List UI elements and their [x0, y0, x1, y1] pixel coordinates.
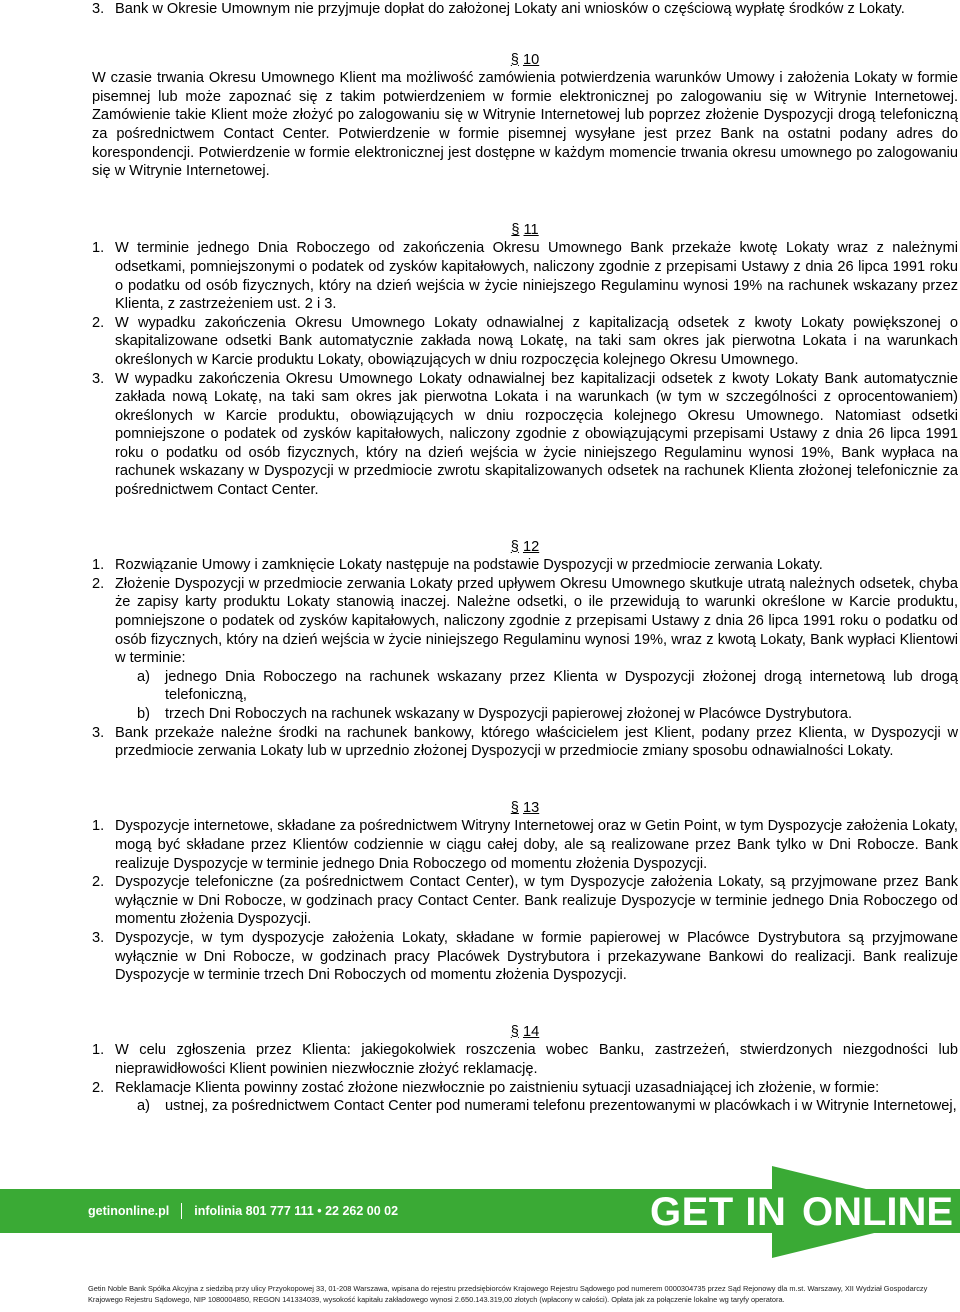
sub-item: [137, 705, 958, 724]
list-item: [92, 556, 958, 575]
list-item: [92, 575, 958, 668]
section-number: 10: [522, 51, 540, 68]
item-number: 2.: [92, 314, 105, 331]
sub-item-text: trzech Dni Roboczych na rachunek wskazany w Dyspozycji papierowej złożonej w Placówce Dystrybutora.: [165, 706, 853, 722]
sub-item-letter: a): [137, 668, 150, 685]
section-number: 14: [522, 1023, 540, 1040]
sub-item-text: ustnej, za pośrednictwem Contact Center pod numerami telefonu prezentowanymi w placówkach i w Witrynie Internetowej,: [165, 1098, 957, 1115]
item-number: 1.: [92, 240, 105, 257]
item-text: W terminie jednego Dnia Roboczego od zakończenia Okresu Umownego Bank przekaże kwotę Lokaty wraz z należnymi odsetkami, pomniejszonymi o podatek od zysków kapitałowych, naliczony zgodnie z przepisami Ustawy z dnia 26 lipca 1991 roku o podatku od osób fizycznych, który na dzień wejścia w życie niniejszego Regulaminu wynosi 19% na rachunek wskazany przez Klienta, z zastrzeżeniem ust. 2 i 3.: [115, 240, 958, 313]
item-number: 2.: [92, 874, 105, 891]
legal-notice: Getin Noble Bank Spółka Akcyjna z siedzibą przy ulicy Przyokopowej 33, 01-208 Warszawa, wpisana do rejestru przedsiębiorców Krajowego Rejestru Sądowego pod numerem 0000304735 przez Sąd Rejonowy dla m.st. Warszawy, XII Wydział Gospodarczy Krajowego Rejestru Sądowego, NIP 1080004850, REGON 141334039, wysokość kapitału zakładowego wynosi 2.650.143.319,00 złotych (wpłacony w całości). Opłata jak za połączenie lokalne wg taryfy operatora.: [88, 1284, 928, 1304]
item-text: W wypadku zakończenia Okresu Umownego Lokaty odnawialnej bez kapitalizacji odsetek z kwoty Lokaty Bank automatycznie zakłada nową Lokatę, na taki sam okres jak pierwotna Lokata i na warunkach (w tym w szczególności z oprocentowaniem) określonych w Karcie produktu, obowiązujących w dniu rozpoczęcia kolejnego Okresu Umownego. Natomiast odsetki pomniejszone o podatek od zysków kapitałowych, naliczony zgodnie z obowiązującymi przepisami Ustawy z dnia 26 lipca 1991 roku o podatku od osób fizycznych, który na dzień wejścia w życie niniejszego Regulaminu wynosi 19%, Bank wypłaca na rachunek wskazany w Dyspozycji w przedmiocie zwrotu skapitalizowanych odsetek na rachunek Klienta złożonej telefonicznie za pośrednictwem Contact Center.: [115, 370, 958, 499]
section-heading-11: [92, 221, 958, 240]
list-item: [92, 314, 958, 370]
footer-contact: [88, 1203, 398, 1219]
section-number: 12: [522, 538, 540, 555]
item-text: Bank przekaże należne środki na rachunek bankowy, którego właścicielem jest Klient, podany przez Klienta, w Dyspozycji w przedmiocie zerwania Lokaty lub w uprzednio złożonej Dyspozycji w przedmiocie zmiany sposobu odnawialności Lokaty.: [115, 724, 958, 760]
list-item: [92, 0, 958, 19]
hotline-text: infolinia 801 777 111 • 22 262 00 02: [194, 1204, 399, 1218]
section-symbol: §: [510, 799, 519, 816]
item-number: 1.: [92, 557, 105, 574]
item-text: Dyspozycje telefoniczne (za pośrednictwem Contact Center), w tym Dyspozycje założenia Lokaty, są przyjmowane przez Bank wyłącznie w Dni Robocze, w godzinach pracy Contact Center. Bank realizuje Dyspozycje w terminie jednego Dnia Roboczego od momentu złożenia Dyspozycji.: [115, 874, 958, 928]
item-text: W wypadku zakończenia Okresu Umownego Lokaty odnawialnej z kapitalizacją odsetek z kwoty Lokaty powiększonej o skapitalizowane odsetki Bank automatycznie zakłada nową Lokatę, na taki sam okres jak pierwotna Lokata i na warunkach określonych w Karcie produktu Lokaty, obowiązujących w dniu rozpoczęcia kolejnego Okresu Umownego.: [115, 314, 958, 368]
item-number: 2.: [92, 1079, 105, 1096]
sub-item: [137, 1097, 958, 1116]
sub-item-letter: b): [137, 706, 150, 722]
list-item: [92, 724, 958, 761]
section-symbol: §: [510, 51, 519, 68]
website-link[interactable]: getinonline.pl: [88, 1204, 170, 1218]
item-text: Dyspozycje, w tym dyspozycje założenia Lokaty, składane w formie papierowej w Placówce Dystrybutora są przyjmowane wyłącznie w Dni Robocze, w godzinach pracy Placówek Dystrybutora i przekazywane Bankowi do realizacji. Bank realizuje Dyspozycje w terminie trzech Dni Roboczych od momentu złożenia Dyspozycji.: [115, 929, 958, 984]
item-text: W celu zgłoszenia przez Klienta: jakiegokolwiek roszczenia wobec Banku, zastrzeżeń, stwierdzonych niezgodności lub nieprawidłowości Klient powinien niezwłocznie złożyć reklamację.: [115, 1042, 958, 1077]
sub-item: [137, 668, 958, 705]
list-item: [92, 239, 958, 313]
item-number: 2.: [92, 575, 105, 592]
item-number: 1.: [92, 1042, 105, 1059]
list-item: [92, 1041, 958, 1078]
section-heading-14: [92, 1023, 958, 1042]
list-item: [92, 817, 958, 873]
item-text: Reklamacje Klienta powinny zostać złożone niezwłocznie po zaistnieniu sytuacji uzasadniającej ich złożenie, w formie:: [115, 1079, 880, 1096]
list-item: [92, 929, 958, 985]
regulation-text: [92, 0, 958, 1116]
item-text: Dyspozycje internetowe, składane za pośrednictwem Witryny Internetowej oraz w Getin Point, w tym Dyspozycje założenia Lokaty, mogą być składane przez Klientów codziennie w ciągu całej doby, ale są realizowane przez Bank tylko w Dni Robocze. Bank realizuje Dyspozycje w terminie jednego Dnia Roboczego od momentu złożenia Dyspozycji.: [115, 818, 958, 872]
brand-logo-left: GET IN: [650, 1190, 787, 1234]
section-number: 11: [523, 221, 539, 238]
item-text: Bank w Okresie Umownym nie przyjmuje dopłat do założonej Lokaty ani wniosków o częściową wypłatę środków z Lokaty.: [115, 1, 905, 17]
item-text: Złożenie Dyspozycji w przedmiocie zerwania Lokaty przed upływem Okresu Umownego skutkuje utratą należnych odsetek, chyba że zapisy karty produktu Lokaty stanowią inaczej. Należne odsetki, o ile przewidują to warunki określone w Karcie produktu, pomniejszone o podatek od zysków kapitałowych, naliczony zgodnie z przepisami Ustawy z dnia 26 lipca 1991 roku o podatku od osób fizycznych, który na dzień wejścia w życie niniejszego Regulaminu wynosi 19%, wraz z kwotą Lokaty, Bank wypłaci Klientowi w terminie:: [115, 575, 958, 667]
item-number: 3.: [92, 370, 105, 387]
section-number: 13: [522, 799, 540, 816]
list-item: [92, 1079, 958, 1098]
sub-item-letter: a): [137, 1098, 150, 1115]
section-symbol: §: [510, 538, 519, 555]
section-symbol: §: [510, 1023, 519, 1040]
item-number: 3.: [92, 1, 105, 17]
list-item: [92, 370, 958, 500]
divider: [181, 1203, 182, 1219]
section-symbol: §: [511, 221, 520, 238]
list-item: [92, 873, 958, 929]
section-heading-13: [92, 799, 958, 818]
item-number: 3.: [92, 724, 105, 741]
section-heading-10: [92, 51, 958, 70]
item-number: 1.: [92, 818, 105, 835]
brand-logo-right: ONLINE: [802, 1190, 954, 1234]
item-number: 3.: [92, 929, 105, 946]
section-10-text: W czasie trwania Okresu Umownego Klient ma możliwość zamówienia potwierdzenia warunków Umowy i założenia Lokaty w formie pisemnej lub może zapoznać się z takim potwierdzeniem w formie elektronicznej po zalogowaniu się w Witrynie Internetowej. Zamówienie takie Klient może złożyć po zalogowaniu się w Witrynie Internetowej lub poprzez złożenie Dyspozycji drogą telefoniczną za pośrednictwem Contact Center. Potwierdzenie w formie pisemnej wysyłane jest przez Bank na ostatni podany adres do korespondencji. Potwierdzenie w formie elektronicznej jest dostępne w każdym momencie trwania okresu umownego po zalogowaniu się w Witrynie Internetowej.: [92, 70, 958, 180]
section-heading-12: [92, 538, 958, 557]
sub-item-text: jednego Dnia Roboczego na rachunek wskazany przez Klienta w Dyspozycji złożonej drogą internetową lub drogą telefoniczną,: [165, 668, 958, 704]
item-text: Rozwiązanie Umowy i zamknięcie Lokaty następuje na podstawie Dyspozycji w przedmiocie zerwania Lokaty.: [115, 557, 823, 574]
